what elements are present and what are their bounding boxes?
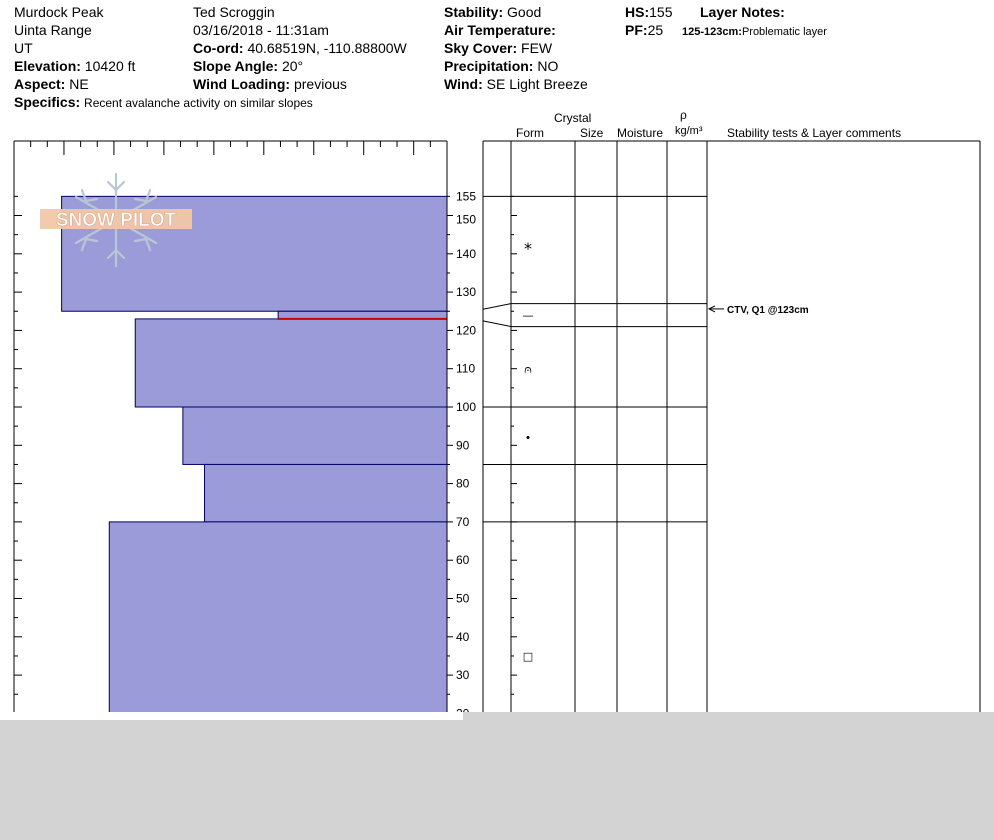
grain-symbol-0: * <box>524 238 532 258</box>
precip-value: NO <box>537 58 559 74</box>
snowpilot-logo <box>38 172 194 268</box>
col-moisture: Moisture <box>617 126 664 140</box>
grain-symbol-4: □ <box>522 649 534 663</box>
col-stability-tests: Stability tests & Layer comments <box>727 126 902 140</box>
slope-label: Slope Angle: <box>193 58 279 74</box>
sky-label: Sky Cover: <box>444 40 518 56</box>
depth-label-100: 100 <box>456 400 477 414</box>
col-crystal: Crystal <box>554 111 592 125</box>
depth-label-120: 120 <box>456 323 477 338</box>
wind-value: SE Light Breeze <box>486 76 588 92</box>
stability-value: Good <box>507 4 542 20</box>
col-form: Form <box>516 126 544 140</box>
wind-loading-label: Wind Loading: <box>193 76 291 92</box>
aspect-label: Aspect: <box>14 76 66 92</box>
specifics-value: Recent avalanche activity on similar slopes <box>84 96 313 110</box>
elevation-label: Elevation: <box>14 58 81 74</box>
pf-value: 25 <box>647 22 664 38</box>
slope-value: 20° <box>281 58 304 74</box>
hs-label: HS: <box>625 4 650 20</box>
depth-label-50: 50 <box>456 591 470 606</box>
depth-label-130: 130 <box>456 285 477 300</box>
depth-label-60: 60 <box>456 553 470 568</box>
depth-label-150: 150 <box>456 212 477 227</box>
depth-label-90: 90 <box>456 438 470 453</box>
elevation-value: 10420 ft <box>84 58 136 74</box>
wind-label: Wind: <box>444 76 483 92</box>
aspect-value: NE <box>69 76 89 92</box>
sky-value: FEW <box>521 40 553 56</box>
depth-label-40: 40 <box>456 629 470 644</box>
hardness-bar-4 <box>205 464 447 521</box>
depth-label-155: 155 <box>456 189 477 204</box>
layer-boundary-1 <box>483 304 707 310</box>
col-rho: ρ <box>680 108 687 122</box>
depth-label-30: 30 <box>456 668 470 683</box>
observer: Ted Scroggin <box>193 4 275 20</box>
depth-label-80: 80 <box>456 476 470 491</box>
wind-loading-value: previous <box>293 76 347 92</box>
grain-symbol-2: ⩀ <box>524 362 532 376</box>
hardness-bar-3 <box>183 407 447 464</box>
footer-notch <box>0 712 463 720</box>
logo-text: SNOW PILOT <box>55 210 177 231</box>
stability-label: Stability: <box>444 4 504 20</box>
grain-symbol-1: — <box>522 309 534 323</box>
layer-note-range: 125-123cm: <box>682 26 742 38</box>
depth-label-140: 140 <box>456 246 477 261</box>
col-size: Size <box>580 126 604 140</box>
air-temp-label: Air Temperature: <box>444 22 556 38</box>
depth-label-110: 110 <box>456 361 476 376</box>
location: Murdock Peak <box>14 4 104 20</box>
stability-test-label-0: CTV, Q1 @123cm <box>727 304 809 316</box>
layer-notes-label: Layer Notes: <box>700 4 785 20</box>
datetime: 03/16/2018 - 11:31am <box>193 22 329 38</box>
grain-symbol-3: • <box>524 431 532 445</box>
depth-label-70: 70 <box>456 514 470 529</box>
col-density-unit: kg/m³ <box>675 125 703 137</box>
precip-label: Precipitation: <box>444 58 534 74</box>
specifics-label: Specifics: <box>14 94 81 110</box>
footer-panel <box>0 712 994 840</box>
mountain-range: Uinta Range <box>14 22 92 38</box>
coord-label: Co-ord: <box>193 40 244 56</box>
hardness-bar-1 <box>278 311 447 319</box>
pf-label: PF: <box>625 22 648 38</box>
state: UT <box>14 40 33 56</box>
hs-value: 155 <box>649 4 673 20</box>
layer-boundary-2 <box>483 321 707 327</box>
layer-note-text: Problematic layer <box>741 26 827 38</box>
coord-value: 40.68519N, -110.88800W <box>247 40 407 56</box>
hardness-bar-2 <box>135 319 447 407</box>
